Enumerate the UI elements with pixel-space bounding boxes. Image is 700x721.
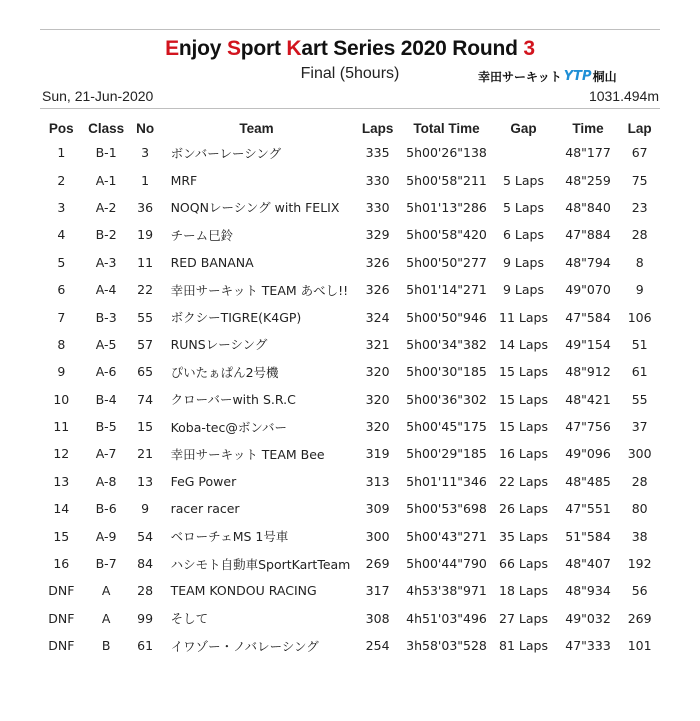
cell-pos: 7 bbox=[57, 309, 66, 325]
cell-best-time: 48"934 bbox=[565, 583, 611, 599]
cell-laps: 321 bbox=[365, 336, 390, 352]
cell-best-time: 48"840 bbox=[565, 199, 611, 215]
cell-gap: 35 Laps bbox=[499, 528, 548, 544]
cell-laps: 300 bbox=[365, 528, 390, 544]
table-row bbox=[40, 468, 660, 495]
cell-gap: 66 Laps bbox=[499, 556, 548, 572]
cell-class: A-2 bbox=[95, 199, 117, 215]
cell-gap: 16 Laps bbox=[499, 446, 548, 462]
cell-team: イワゾー・ノバレーシング bbox=[170, 638, 319, 654]
cell-no: 84 bbox=[137, 556, 154, 572]
title-part: K bbox=[286, 37, 302, 60]
cell-no: 22 bbox=[137, 282, 154, 298]
cell-class: B-7 bbox=[95, 556, 117, 572]
cell-pos: 8 bbox=[57, 336, 66, 352]
cell-total-time: 5h00'50"277 bbox=[406, 254, 487, 270]
cell-no: 28 bbox=[137, 583, 154, 599]
cell-no: 1 bbox=[141, 172, 150, 188]
col-no: No bbox=[136, 120, 155, 136]
cell-best-time: 47"584 bbox=[565, 309, 611, 325]
cell-gap: 6 Laps bbox=[503, 227, 544, 243]
table-row bbox=[40, 303, 660, 330]
table-row bbox=[40, 495, 660, 522]
cell-laps: 269 bbox=[365, 556, 390, 572]
cell-no: 19 bbox=[137, 227, 154, 243]
cell-team: ボクシーTIGRE(K4GP) bbox=[170, 310, 302, 326]
cell-pos: 2 bbox=[57, 172, 66, 188]
table-row bbox=[40, 522, 660, 549]
col-gap: Gap bbox=[510, 120, 537, 136]
cell-team: TEAM KONDOU RACING bbox=[170, 583, 317, 599]
cell-gap: 27 Laps bbox=[499, 610, 548, 626]
cell-class: B-1 bbox=[95, 145, 117, 161]
cell-gap: 9 Laps bbox=[503, 282, 544, 298]
cell-gap: 18 Laps bbox=[499, 583, 548, 599]
cell-laps: 326 bbox=[365, 254, 390, 270]
col-total-time: Total Time bbox=[413, 120, 480, 136]
cell-laps: 335 bbox=[365, 145, 390, 161]
cell-best-lap: 51 bbox=[631, 336, 648, 352]
cell-pos: 9 bbox=[57, 364, 66, 380]
cell-no: 74 bbox=[137, 391, 154, 407]
cell-gap: 9 Laps bbox=[503, 254, 544, 270]
cell-total-time: 5h00'50"946 bbox=[406, 309, 487, 325]
circuit-logo bbox=[478, 66, 617, 86]
cell-laps: 313 bbox=[365, 473, 390, 489]
cell-pos: 13 bbox=[53, 473, 70, 489]
cell-best-lap: 38 bbox=[631, 528, 648, 544]
cell-best-time: 48"912 bbox=[565, 364, 611, 380]
cell-best-lap: 300 bbox=[627, 446, 652, 462]
logo-ytp: YTP bbox=[563, 68, 592, 84]
cell-total-time: 5h00'58"420 bbox=[406, 227, 487, 243]
cell-best-time: 47"756 bbox=[565, 419, 611, 435]
cell-total-time: 5h00'36"302 bbox=[406, 391, 487, 407]
cell-total-time: 5h00'45"175 bbox=[406, 419, 487, 435]
cell-gap: 5 Laps bbox=[503, 199, 544, 215]
cell-no: 99 bbox=[137, 610, 154, 626]
cell-total-time: 5h01'13"286 bbox=[406, 199, 487, 215]
table-row bbox=[40, 386, 660, 413]
cell-laps: 320 bbox=[365, 419, 390, 435]
col-lap: Lap bbox=[627, 120, 652, 136]
cell-best-time: 47"884 bbox=[565, 227, 611, 243]
title-part: port bbox=[240, 37, 287, 60]
cell-best-lap: 37 bbox=[631, 419, 648, 435]
cell-best-lap: 28 bbox=[631, 473, 648, 489]
table-row bbox=[40, 358, 660, 385]
cell-gap: 81 Laps bbox=[499, 638, 548, 654]
cell-best-lap: 67 bbox=[631, 145, 648, 161]
cell-best-lap: 61 bbox=[631, 364, 648, 380]
cell-best-lap: 56 bbox=[631, 583, 648, 599]
cell-pos: 10 bbox=[53, 391, 70, 407]
cell-best-time: 48"177 bbox=[565, 145, 611, 161]
cell-gap: 11 Laps bbox=[499, 309, 548, 325]
cell-laps: 319 bbox=[365, 446, 390, 462]
table-row bbox=[40, 605, 660, 632]
cell-gap: 15 Laps bbox=[499, 391, 548, 407]
cell-class: B-2 bbox=[95, 227, 117, 243]
table-row bbox=[40, 249, 660, 276]
title-part: art Series 2020 Round bbox=[301, 37, 524, 60]
cell-team: MRF bbox=[170, 172, 198, 188]
cell-best-lap: 269 bbox=[627, 610, 652, 626]
cell-class: B-3 bbox=[95, 309, 117, 325]
cell-gap: 15 Laps bbox=[499, 364, 548, 380]
race-date: Sun, 21-Jun-2020 bbox=[42, 88, 154, 104]
cell-class: B-6 bbox=[95, 501, 117, 517]
cell-class: A-9 bbox=[95, 528, 117, 544]
cell-total-time: 5h00'30"185 bbox=[406, 364, 487, 380]
cell-team: ハシモト自動車SportKartTeam bbox=[170, 556, 351, 572]
page-title bbox=[0, 37, 700, 61]
title-part: S bbox=[226, 37, 241, 60]
table-header-row bbox=[40, 117, 660, 139]
cell-pos: 15 bbox=[53, 528, 70, 544]
cell-total-time: 5h00'44"790 bbox=[406, 556, 487, 572]
col-team: Team bbox=[239, 120, 274, 136]
cell-no: 65 bbox=[137, 364, 154, 380]
top-divider bbox=[40, 29, 660, 30]
cell-total-time: 5h00'29"185 bbox=[406, 446, 487, 462]
cell-team: RED BANANA bbox=[170, 254, 254, 270]
track-length: 1031.494m bbox=[588, 88, 659, 104]
cell-best-lap: 101 bbox=[627, 638, 652, 654]
cell-best-time: 48"407 bbox=[565, 556, 611, 572]
cell-laps: 330 bbox=[365, 199, 390, 215]
cell-team: そして bbox=[170, 611, 209, 627]
col-class: Class bbox=[88, 120, 125, 136]
cell-total-time: 3h58'03"528 bbox=[406, 638, 487, 654]
table-row bbox=[40, 550, 660, 577]
cell-best-lap: 106 bbox=[627, 309, 652, 325]
cell-gap: 22 Laps bbox=[499, 473, 548, 489]
col-time: Time bbox=[572, 120, 604, 136]
cell-best-lap: 28 bbox=[631, 227, 648, 243]
table-row bbox=[40, 577, 660, 604]
header-divider bbox=[40, 108, 660, 109]
cell-total-time: 5h00'26"138 bbox=[406, 145, 487, 161]
cell-class: B-5 bbox=[95, 419, 117, 435]
cell-best-time: 48"485 bbox=[565, 473, 611, 489]
cell-laps: 329 bbox=[365, 227, 390, 243]
cell-total-time: 5h01'14"271 bbox=[406, 282, 487, 298]
cell-total-time: 5h01'11"346 bbox=[406, 473, 487, 489]
cell-no: 57 bbox=[137, 336, 154, 352]
cell-best-lap: 192 bbox=[627, 556, 652, 572]
cell-pos: DNF bbox=[48, 610, 75, 626]
cell-laps: 309 bbox=[365, 501, 390, 517]
cell-no: 13 bbox=[137, 473, 154, 489]
cell-no: 54 bbox=[137, 528, 154, 544]
cell-pos: 12 bbox=[53, 446, 70, 462]
cell-team: NOQNレーシング with FELIX bbox=[170, 200, 340, 216]
session-subtitle: Final (5hours) bbox=[300, 65, 400, 82]
cell-no: 21 bbox=[137, 446, 154, 462]
cell-no: 11 bbox=[137, 254, 154, 270]
cell-best-lap: 8 bbox=[635, 254, 644, 270]
cell-best-time: 47"333 bbox=[565, 638, 611, 654]
cell-team: RUNSレーシング bbox=[170, 337, 268, 353]
table-row bbox=[40, 221, 660, 248]
cell-total-time: 5h00'58"211 bbox=[406, 172, 487, 188]
cell-pos: 16 bbox=[53, 556, 70, 572]
cell-best-lap: 9 bbox=[635, 282, 644, 298]
cell-best-time: 49"070 bbox=[565, 282, 611, 298]
table-row bbox=[40, 440, 660, 467]
cell-team: racer racer bbox=[170, 501, 240, 517]
cell-pos: DNF bbox=[48, 638, 75, 654]
table-row bbox=[40, 276, 660, 303]
cell-no: 36 bbox=[137, 199, 154, 215]
cell-best-time: 47"551 bbox=[565, 501, 611, 517]
cell-class: B-4 bbox=[95, 391, 117, 407]
cell-class: B bbox=[101, 638, 111, 654]
cell-best-time: 49"154 bbox=[565, 336, 611, 352]
cell-no: 15 bbox=[137, 419, 154, 435]
cell-best-lap: 55 bbox=[631, 391, 648, 407]
cell-team: FeG Power bbox=[170, 473, 237, 489]
cell-best-time: 51"584 bbox=[565, 528, 611, 544]
cell-total-time: 4h53'38"971 bbox=[406, 583, 487, 599]
cell-total-time: 4h51'03"496 bbox=[406, 610, 487, 626]
cell-pos: 5 bbox=[57, 254, 66, 270]
cell-laps: 317 bbox=[365, 583, 390, 599]
cell-class: A-7 bbox=[95, 446, 117, 462]
title-part: njoy bbox=[178, 37, 227, 60]
cell-gap: 26 Laps bbox=[499, 501, 548, 517]
cell-class: A bbox=[101, 583, 111, 599]
cell-team: チーム巳鈴 bbox=[170, 227, 234, 243]
cell-total-time: 5h00'53"698 bbox=[406, 501, 487, 517]
table-row bbox=[40, 166, 660, 193]
cell-laps: 254 bbox=[365, 638, 390, 654]
table-row bbox=[40, 331, 660, 358]
logo-text-circuit: 幸田サーキット bbox=[478, 69, 562, 84]
cell-team: ベローチェMS 1号車 bbox=[170, 529, 289, 545]
cell-team: クローバーwith S.R.C bbox=[170, 392, 296, 408]
cell-best-time: 48"259 bbox=[565, 172, 611, 188]
cell-total-time: 5h00'34"382 bbox=[406, 336, 487, 352]
cell-pos: 4 bbox=[57, 227, 66, 243]
cell-class: A-1 bbox=[95, 172, 117, 188]
cell-best-lap: 80 bbox=[631, 501, 648, 517]
cell-team: 幸田サーキット TEAM あべし!! bbox=[170, 282, 349, 298]
cell-laps: 320 bbox=[365, 391, 390, 407]
results-table bbox=[40, 117, 660, 659]
cell-class: A-5 bbox=[95, 336, 117, 352]
cell-best-time: 48"421 bbox=[565, 391, 611, 407]
cell-gap bbox=[490, 139, 557, 166]
table-row bbox=[40, 194, 660, 221]
cell-no: 9 bbox=[141, 501, 150, 517]
cell-team: ぴいたぁぱん2号機 bbox=[170, 364, 279, 380]
logo-text-location: 桐山 bbox=[592, 69, 617, 84]
cell-laps: 324 bbox=[365, 309, 390, 325]
table-row bbox=[40, 632, 660, 659]
cell-pos: 11 bbox=[53, 419, 70, 435]
cell-best-lap: 75 bbox=[631, 172, 648, 188]
cell-pos: 3 bbox=[57, 199, 66, 215]
cell-best-time: 48"794 bbox=[565, 254, 611, 270]
cell-class: A-3 bbox=[95, 254, 117, 270]
cell-class: A-4 bbox=[95, 282, 117, 298]
cell-no: 3 bbox=[141, 145, 150, 161]
cell-no: 55 bbox=[137, 309, 154, 325]
cell-laps: 326 bbox=[365, 282, 390, 298]
table-row bbox=[40, 413, 660, 440]
title-part: 3 bbox=[523, 37, 535, 60]
cell-best-time: 49"096 bbox=[565, 446, 611, 462]
cell-team: ボンバーレーシング bbox=[170, 145, 282, 161]
cell-class: A-6 bbox=[95, 364, 117, 380]
cell-team: Koba-tec@ボンバー bbox=[170, 419, 287, 435]
cell-total-time: 5h00'43"271 bbox=[406, 528, 487, 544]
col-laps: Laps bbox=[361, 120, 394, 136]
title-part: E bbox=[165, 37, 179, 60]
cell-class: A bbox=[101, 610, 111, 626]
cell-team: 幸田サーキット TEAM Bee bbox=[170, 446, 325, 462]
cell-pos: 14 bbox=[53, 501, 70, 517]
cell-no: 61 bbox=[137, 638, 154, 654]
cell-gap: 5 Laps bbox=[503, 172, 544, 188]
cell-laps: 320 bbox=[365, 364, 390, 380]
cell-pos: 6 bbox=[57, 282, 66, 298]
col-pos: Pos bbox=[48, 120, 74, 136]
cell-gap: 15 Laps bbox=[499, 419, 548, 435]
cell-laps: 308 bbox=[365, 610, 390, 626]
cell-pos: DNF bbox=[48, 583, 75, 599]
cell-laps: 330 bbox=[365, 172, 390, 188]
cell-best-time: 49"032 bbox=[565, 610, 611, 626]
cell-best-lap: 23 bbox=[631, 199, 648, 215]
table-row bbox=[40, 139, 660, 166]
cell-class: A-8 bbox=[95, 473, 117, 489]
cell-pos: 1 bbox=[57, 145, 66, 161]
cell-gap: 14 Laps bbox=[499, 336, 548, 352]
